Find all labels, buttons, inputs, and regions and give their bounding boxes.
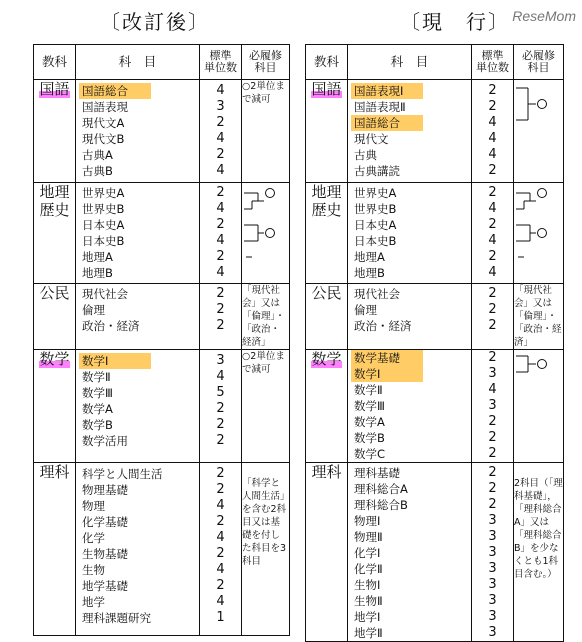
subject-item: 理科基礎 [354, 466, 400, 480]
subject-item: 国語表現Ⅰ [351, 83, 423, 99]
subject-item: 日本史B [82, 234, 125, 248]
required-rika [514, 463, 564, 642]
unit-value: 2 [488, 481, 497, 496]
subject-item: 数学Ⅲ [354, 399, 385, 413]
unit-value: 2 [488, 286, 497, 301]
units-kokugo [472, 80, 514, 183]
required-rika [242, 463, 290, 636]
unit-value: 3 [488, 366, 497, 381]
unit-value: 3 [488, 625, 497, 640]
required-note: 「科学と人間生活」を含む2科目又は基礎を付した科目を3科目 [242, 478, 287, 567]
subjects-sugaku [348, 350, 472, 463]
bracket-circle-icon [514, 183, 554, 263]
subject-item: 地理B [82, 266, 113, 280]
unit-value: 2 [488, 318, 497, 333]
subject-item: 理科総合B [354, 498, 408, 512]
unit-value: 2 [216, 514, 225, 529]
unit-value: 3 [488, 398, 497, 413]
unit-value: 3 [488, 609, 497, 624]
subject-item: 倫理 [354, 303, 377, 317]
rika-row [34, 463, 290, 636]
sugaku-row [306, 350, 564, 463]
unit-value: 2 [216, 482, 225, 497]
subject-item: 化学 [82, 531, 105, 545]
subject-item: 数学Ⅰ [351, 366, 423, 382]
unit-value: 2 [488, 446, 497, 461]
subject-item: 古典講読 [354, 164, 400, 178]
unit-value: 4 [488, 382, 497, 397]
header-subject: 科 目 [76, 45, 200, 80]
subject-item: 日本史A [354, 218, 397, 232]
required-note: 2科目（「理科基礎」，「理科総合A」又は「理科総合B」を少なくとも1科目含む。） [514, 478, 563, 580]
subject-item: 物理基礎 [82, 483, 128, 497]
revised-curriculum-table [33, 44, 290, 636]
category-komin: 公民 [34, 284, 76, 350]
unit-value: 4 [216, 131, 225, 146]
category-komin: 公民 [306, 284, 348, 350]
subject-item: 生物 [82, 563, 105, 577]
subject-item: 現代文 [354, 132, 389, 146]
unit-value: 2 [216, 578, 225, 593]
subject-item: 数学B [82, 418, 113, 432]
unit-value: 2 [488, 185, 497, 200]
required-sugaku [514, 350, 564, 463]
units-chireki [472, 183, 514, 284]
unit-value: 1 [216, 610, 225, 625]
kokugo-row [34, 80, 290, 183]
rika-row [306, 463, 564, 642]
required-note: ○2単位まで減可 [242, 351, 285, 375]
units-komin [472, 284, 514, 350]
subject-item: 生物Ⅰ [354, 578, 381, 592]
unit-value: 2 [488, 249, 497, 264]
unit-value: 5 [216, 385, 225, 400]
category-sugaku: 数学 [34, 350, 76, 463]
header-category: 教科 [306, 45, 348, 80]
header-subject: 科 目 [348, 45, 472, 80]
komin-row [34, 284, 290, 350]
unit-value: 2 [216, 302, 225, 317]
unit-value: 2 [488, 430, 497, 445]
category-kokugo: 国語 [306, 80, 348, 183]
subject-item: 地理A [354, 250, 385, 264]
unit-value: 3 [488, 561, 497, 576]
unit-value: 4 [216, 498, 225, 513]
category-chireki: 地理 歴史 [306, 183, 348, 284]
subjects-chireki [76, 183, 200, 284]
header-units: 標準 単位数 [200, 45, 242, 80]
required-komin [514, 284, 564, 350]
subjects-komin [76, 284, 200, 350]
header-units: 標準 単位数 [472, 45, 514, 80]
current-title: 〔現 行〕 [400, 10, 510, 34]
unit-value: 2 [216, 318, 225, 333]
unit-value: 4 [488, 131, 497, 146]
subject-item: 物理 [82, 499, 105, 513]
unit-value: 3 [488, 545, 497, 560]
required-note: ○2単位まで減可 [242, 81, 285, 105]
unit-value: 4 [216, 562, 225, 577]
header-row [34, 45, 290, 80]
subjects-komin [348, 284, 472, 350]
required-note: 「現代社会」又は「倫理」・「政治・経済」 [242, 285, 285, 348]
subject-item: 数学Ⅰ [79, 353, 151, 369]
subject-item: 地学基礎 [82, 579, 128, 593]
unit-value: 4 [488, 147, 497, 162]
unit-value: 2 [488, 497, 497, 512]
units-rika [472, 463, 514, 642]
subject-item: 科学と人間生活 [82, 467, 163, 481]
subject-item: 理科総合A [354, 482, 408, 496]
subject-item: 生物基礎 [82, 547, 128, 561]
unit-value: 4 [488, 265, 497, 280]
bracket-circle-icon [514, 350, 554, 380]
subject-item: 数学基礎 [351, 350, 423, 366]
subject-item: 政治・経済 [82, 319, 140, 333]
subject-item: 世界史A [82, 186, 125, 200]
subject-item: 地学 [82, 595, 105, 609]
subject-item: 物理Ⅰ [354, 514, 381, 528]
chireki-row [34, 183, 290, 284]
subject-item: 数学Ⅱ [82, 370, 111, 384]
unit-value: 2 [216, 433, 225, 448]
unit-value: 2 [216, 417, 225, 432]
unit-value: 2 [488, 414, 497, 429]
subject-item: 世界史B [82, 202, 125, 216]
subject-item: 現代社会 [82, 287, 128, 301]
unit-value: 3 [488, 593, 497, 608]
subject-item: 地学Ⅱ [354, 626, 383, 640]
required-kokugo [242, 80, 290, 183]
units-rika [200, 463, 242, 636]
bracket-circle-icon [242, 183, 282, 263]
required-sugaku [242, 350, 290, 463]
subject-item: 理科課題研究 [82, 611, 151, 625]
unit-value: 4 [216, 369, 225, 384]
category-rika: 理科 [34, 463, 76, 636]
subject-item: 日本史B [354, 234, 397, 248]
unit-value: 2 [216, 249, 225, 264]
kokugo-row [306, 80, 564, 183]
unit-value: 2 [488, 350, 497, 365]
subject-item: 古典B [82, 164, 113, 178]
subject-item: 現代文A [82, 116, 125, 130]
units-komin [200, 284, 242, 350]
subjects-kokugo [348, 80, 472, 183]
subject-item: 数学C [354, 447, 386, 461]
subject-item: 生物Ⅱ [354, 594, 383, 608]
units-kokugo [200, 80, 242, 183]
category-sugaku: 数学 [306, 350, 348, 463]
unit-value: 4 [216, 83, 225, 98]
subject-item: 化学Ⅰ [354, 546, 381, 560]
category-kokugo: 国語 [34, 80, 76, 183]
subject-item: 現代文B [82, 132, 125, 146]
units-chireki [200, 183, 242, 284]
unit-value: 4 [488, 233, 497, 248]
unit-value: 4 [216, 594, 225, 609]
subject-item: 数学B [354, 431, 385, 445]
unit-value: 4 [216, 233, 225, 248]
komin-row [306, 284, 564, 350]
subjects-kokugo [76, 80, 200, 183]
unit-value: 3 [488, 513, 497, 528]
unit-value: 2 [216, 466, 225, 481]
unit-value: 2 [488, 217, 497, 232]
unit-value: 4 [216, 201, 225, 216]
site-watermark: ReseMom [512, 8, 576, 24]
unit-value: 2 [488, 302, 497, 317]
sugaku-row [34, 350, 290, 463]
category-rika: 理科 [306, 463, 348, 642]
header-row [306, 45, 564, 80]
subject-item: 世界史A [354, 186, 397, 200]
subject-item: 国語総合 [351, 115, 423, 131]
unit-value: 4 [488, 201, 497, 216]
subject-item: 数学Ⅱ [354, 383, 383, 397]
unit-value: 2 [216, 115, 225, 130]
unit-value: 2 [488, 83, 497, 98]
unit-value: 3 [216, 353, 225, 368]
subject-item: 数学A [82, 402, 113, 416]
subject-item: 地学Ⅰ [354, 610, 381, 624]
chireki-row [306, 183, 564, 284]
subject-item: 古典A [82, 148, 113, 162]
required-komin [242, 284, 290, 350]
subject-item: 数学活用 [82, 434, 128, 448]
subject-item: 数学A [354, 415, 385, 429]
required-chireki [242, 183, 290, 284]
unit-value: 2 [216, 217, 225, 232]
subject-item: 地理B [354, 266, 385, 280]
unit-value: 4 [216, 163, 225, 178]
unit-value: 4 [216, 530, 225, 545]
header-required: 必履修 科目 [242, 45, 290, 80]
subject-item: 化学基礎 [82, 515, 128, 529]
required-chireki [514, 183, 564, 284]
unit-value: 2 [488, 465, 497, 480]
required-note: 「現代社会」又は「倫理」・「政治・経済」 [514, 285, 562, 348]
category-chireki: 地理 歴史 [34, 183, 76, 284]
units-sugaku [200, 350, 242, 463]
required-kokugo [514, 80, 564, 183]
subject-item: 政治・経済 [354, 319, 412, 333]
subject-item: 古典 [354, 148, 377, 162]
unit-value: 3 [488, 529, 497, 544]
subject-item: 日本史A [82, 218, 125, 232]
subjects-chireki [348, 183, 472, 284]
bracket-circle-icon [514, 80, 554, 130]
unit-value: 2 [216, 286, 225, 301]
subject-item: 国語表現 [82, 100, 128, 114]
subject-item: 数学Ⅲ [82, 386, 113, 400]
subject-item: 国語総合 [79, 83, 151, 99]
header-category: 教科 [34, 45, 76, 80]
subject-item: 倫理 [82, 303, 105, 317]
unit-value: 2 [216, 546, 225, 561]
subjects-sugaku [76, 350, 200, 463]
subjects-rika [348, 463, 472, 642]
header-required: 必履修 科目 [514, 45, 564, 80]
unit-value: 2 [216, 147, 225, 162]
subject-item: 国語表現Ⅱ [354, 100, 406, 114]
subjects-rika [76, 463, 200, 636]
revised-title: 〔改訂後〕 [100, 10, 210, 34]
unit-value: 3 [216, 99, 225, 114]
subject-item: 地理A [82, 250, 113, 264]
unit-value: 3 [488, 577, 497, 592]
current-curriculum-table [305, 44, 564, 642]
subject-item: 物理Ⅱ [354, 530, 383, 544]
subject-item: 現代社会 [354, 287, 400, 301]
unit-value: 2 [216, 185, 225, 200]
units-sugaku [472, 350, 514, 463]
unit-value: 2 [216, 401, 225, 416]
unit-value: 4 [216, 265, 225, 280]
unit-value: 2 [488, 163, 497, 178]
subject-item: 化学Ⅱ [354, 562, 383, 576]
subject-item: 世界史B [354, 202, 397, 216]
unit-value: 2 [488, 99, 497, 114]
unit-value: 4 [488, 115, 497, 130]
